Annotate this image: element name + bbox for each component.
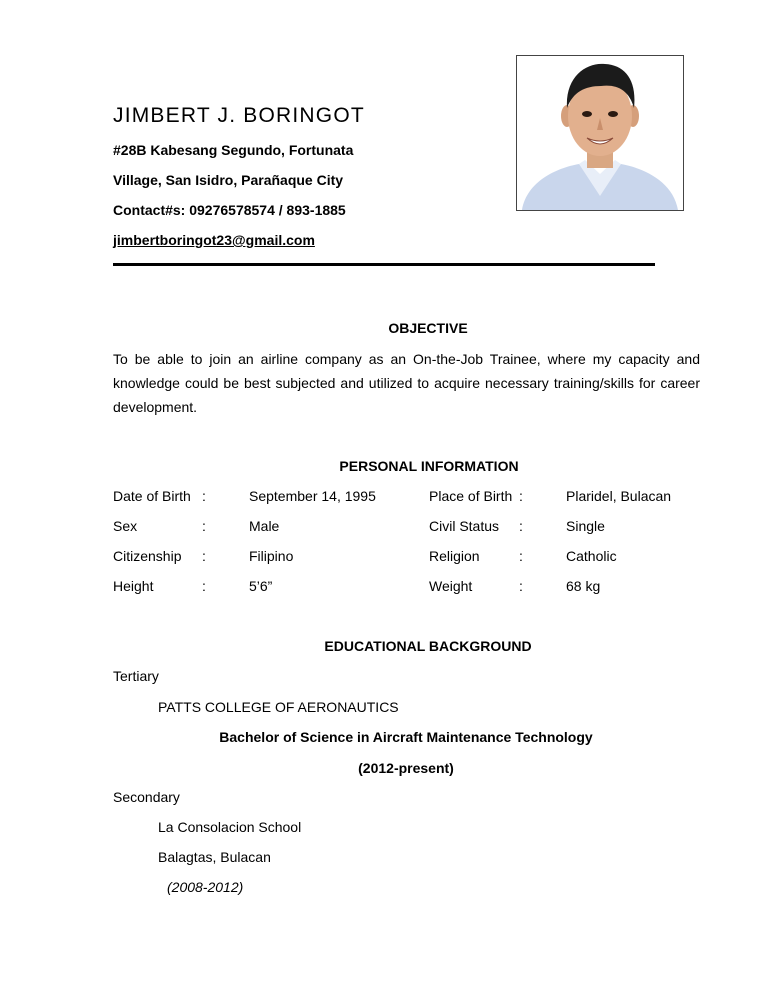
secondary-school: La Consolacion School: [158, 819, 302, 835]
pi-label: Weight: [429, 578, 473, 594]
pi-separator: :: [519, 578, 523, 594]
address-line-2: Village, San Isidro, Parañaque City: [113, 172, 344, 188]
pi-separator: :: [202, 518, 206, 534]
tertiary-degree: Bachelor of Science in Aircraft Maintenance Technology: [219, 729, 593, 745]
tertiary-school: PATTS COLLEGE OF AERONAUTICS: [158, 699, 399, 715]
pi-label: Place of Birth: [429, 488, 513, 504]
secondary-years: (2008-2012): [167, 879, 244, 895]
portrait-illustration: [517, 56, 683, 210]
pi-label: Height: [113, 578, 154, 594]
pi-separator: :: [202, 488, 206, 504]
tertiary-label: Tertiary: [113, 668, 159, 684]
tertiary-years: (2012-present): [358, 760, 454, 776]
pi-value: Male: [249, 518, 280, 534]
applicant-name: JIMBERT J. BORINGOT: [113, 104, 365, 127]
secondary-location: Balagtas, Bulacan: [158, 849, 271, 865]
personal-information-title: PERSONAL INFORMATION: [339, 458, 519, 474]
pi-separator: :: [519, 518, 523, 534]
pi-value: Plaridel, Bulacan: [566, 488, 672, 504]
pi-separator: :: [202, 578, 206, 594]
header-divider: [113, 263, 655, 266]
education-title: EDUCATIONAL BACKGROUND: [324, 638, 532, 654]
objective-title: OBJECTIVE: [388, 320, 468, 336]
pi-separator: :: [519, 488, 523, 504]
pi-value: Filipino: [249, 548, 294, 564]
pi-value: Catholic: [566, 548, 617, 564]
pi-value: 68 kg: [566, 578, 601, 594]
pi-value: September 14, 1995: [249, 488, 376, 504]
objective-text: To be able to join an airline company as an On-the-Job Trainee, where my capacity and knowledge could be best subjected and utilized to acquire necessary training/skills for career development.: [113, 351, 700, 415]
address-line-1: #28B Kabesang Segundo, Fortunata: [113, 142, 354, 158]
pi-label: Civil Status: [429, 518, 500, 534]
pi-value: 5’6”: [249, 578, 273, 594]
pi-label: Citizenship: [113, 548, 182, 564]
pi-value: Single: [566, 518, 605, 534]
pi-separator: :: [202, 548, 206, 564]
pi-label: Sex: [113, 518, 138, 534]
email-link[interactable]: jimbertboringot23@gmail.com: [113, 232, 315, 248]
contact-numbers: Contact#s: 09276578574 / 893-1885: [113, 202, 346, 218]
pi-label: Religion: [429, 548, 480, 564]
pi-label: Date of Birth: [113, 488, 191, 504]
secondary-label: Secondary: [113, 789, 180, 805]
pi-separator: :: [519, 548, 523, 564]
applicant-photo: [516, 55, 684, 211]
